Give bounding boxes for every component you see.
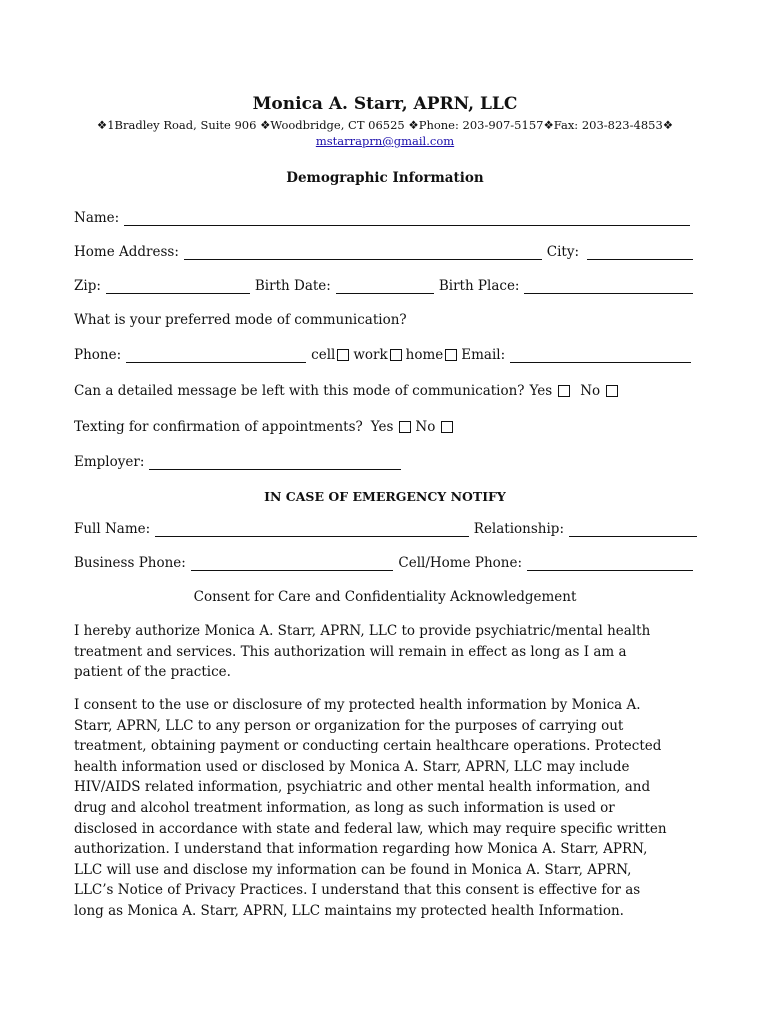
phone-label: Phone: bbox=[74, 347, 122, 363]
home-address-label: Home Address: bbox=[74, 244, 179, 260]
zip-label: Zip: bbox=[74, 278, 101, 294]
birth-date-label: Birth Date: bbox=[254, 278, 331, 294]
texting-row bbox=[74, 415, 694, 435]
birth-place-field[interactable] bbox=[524, 278, 693, 294]
preferred-mode-question: What is your preferred mode of communication? bbox=[74, 312, 407, 328]
birth-place-label: Birth Place: bbox=[438, 278, 520, 294]
texting-question: Texting for confirmation of appointments? bbox=[74, 419, 363, 435]
cell-home-phone-field[interactable] bbox=[527, 555, 693, 571]
texting-no-checkbox[interactable] bbox=[441, 421, 453, 433]
zip-birth-row bbox=[74, 274, 693, 294]
name-field[interactable] bbox=[124, 210, 690, 226]
detailed-message-row bbox=[74, 379, 694, 399]
email-checkbox[interactable] bbox=[445, 349, 457, 361]
birth-date-field[interactable] bbox=[336, 278, 434, 294]
business-phone-label: Business Phone: bbox=[74, 555, 186, 571]
emergency-full-name-label: Full Name: bbox=[74, 521, 151, 537]
work-label: work bbox=[353, 347, 388, 363]
practice-email-link[interactable]: mstarraprn@gmail.com bbox=[315, 134, 455, 148]
email-label: Email: bbox=[461, 347, 506, 363]
texting-yes-checkbox[interactable] bbox=[399, 421, 411, 433]
business-phone-field[interactable] bbox=[191, 555, 394, 571]
consent-paragraph-2: I consent to the use or disclosure of my protected health information by Monica A. Starr, APRN, LLC to any person or organization for the purposes of carrying out treatment, obtaining payment or conducting certain healthcare operations. Protected health information used or disclosed by Monica A. Starr, APRN, LLC may include HIV/AIDS related information, psychiatric and other mental health information, and drug and alcohol treatment information, as long as such information is used or disclosed in accordance with state and federal law, which may require specific written authorization. I understand that information regarding how Monica A. Starr, APRN, LLC will use and disclose my information can be found in Monica A. Starr, APRN, LLC’s Notice of Privacy Practices. I understand that this consent is effective for as long as Monica A. Starr, APRN, LLC maintains my protected health Information. bbox=[74, 697, 667, 919]
preferred-mode-row bbox=[74, 308, 694, 328]
cell-home-phone-label: Cell/Home Phone: bbox=[398, 555, 522, 571]
emergency-name-row bbox=[74, 517, 697, 537]
city-field[interactable] bbox=[587, 244, 693, 260]
consent-title: Consent for Care and Confidentiality Acknowledgement bbox=[193, 589, 577, 605]
home-checkbox[interactable] bbox=[390, 349, 402, 361]
email-field[interactable] bbox=[510, 347, 691, 363]
home-address-field[interactable] bbox=[184, 244, 542, 260]
home-label: home bbox=[405, 347, 444, 363]
detailed-message-yes-checkbox[interactable] bbox=[558, 385, 570, 397]
zip-field[interactable] bbox=[106, 278, 250, 294]
practice-address: ❖1Bradley Road, Suite 906 ❖Woodbridge, CT 06525 ❖Phone: 203-907-5157❖Fax: 203-823-4853❖ bbox=[96, 118, 674, 132]
emergency-phone-row bbox=[74, 551, 693, 571]
cell-label: cell bbox=[311, 347, 336, 363]
detailed-message-no-label: No bbox=[580, 383, 601, 399]
demographic-heading: Demographic Information bbox=[286, 170, 484, 186]
practice-title: Monica A. Starr, APRN, LLC bbox=[252, 94, 518, 114]
employer-field[interactable] bbox=[149, 454, 401, 470]
texting-yes-label: Yes bbox=[370, 419, 394, 435]
city-label: City: bbox=[546, 244, 579, 260]
relationship-label: Relationship: bbox=[473, 521, 564, 537]
phone-field[interactable] bbox=[126, 347, 306, 363]
employer-row bbox=[74, 450, 694, 470]
detailed-message-question: Can a detailed message be left with this mode of communication? bbox=[74, 383, 525, 399]
name-row bbox=[74, 206, 690, 226]
employer-label: Employer: bbox=[74, 454, 145, 470]
relationship-field[interactable] bbox=[569, 521, 697, 537]
name-label: Name: bbox=[74, 210, 120, 226]
detailed-message-no-checkbox[interactable] bbox=[606, 385, 618, 397]
address-row bbox=[74, 240, 693, 260]
work-checkbox[interactable] bbox=[337, 349, 349, 361]
detailed-message-yes-label: Yes bbox=[529, 383, 553, 399]
phone-row bbox=[74, 343, 691, 363]
emergency-heading: IN CASE OF EMERGENCY NOTIFY bbox=[264, 489, 506, 504]
texting-no-label: No bbox=[415, 419, 436, 435]
emergency-full-name-field[interactable] bbox=[155, 521, 469, 537]
consent-paragraph-1: I hereby authorize Monica A. Starr, APRN, LLC to provide psychiatric/mental health treatment and services. This authorization will remain in effect as long as I am a patient of the practice. bbox=[74, 623, 651, 681]
